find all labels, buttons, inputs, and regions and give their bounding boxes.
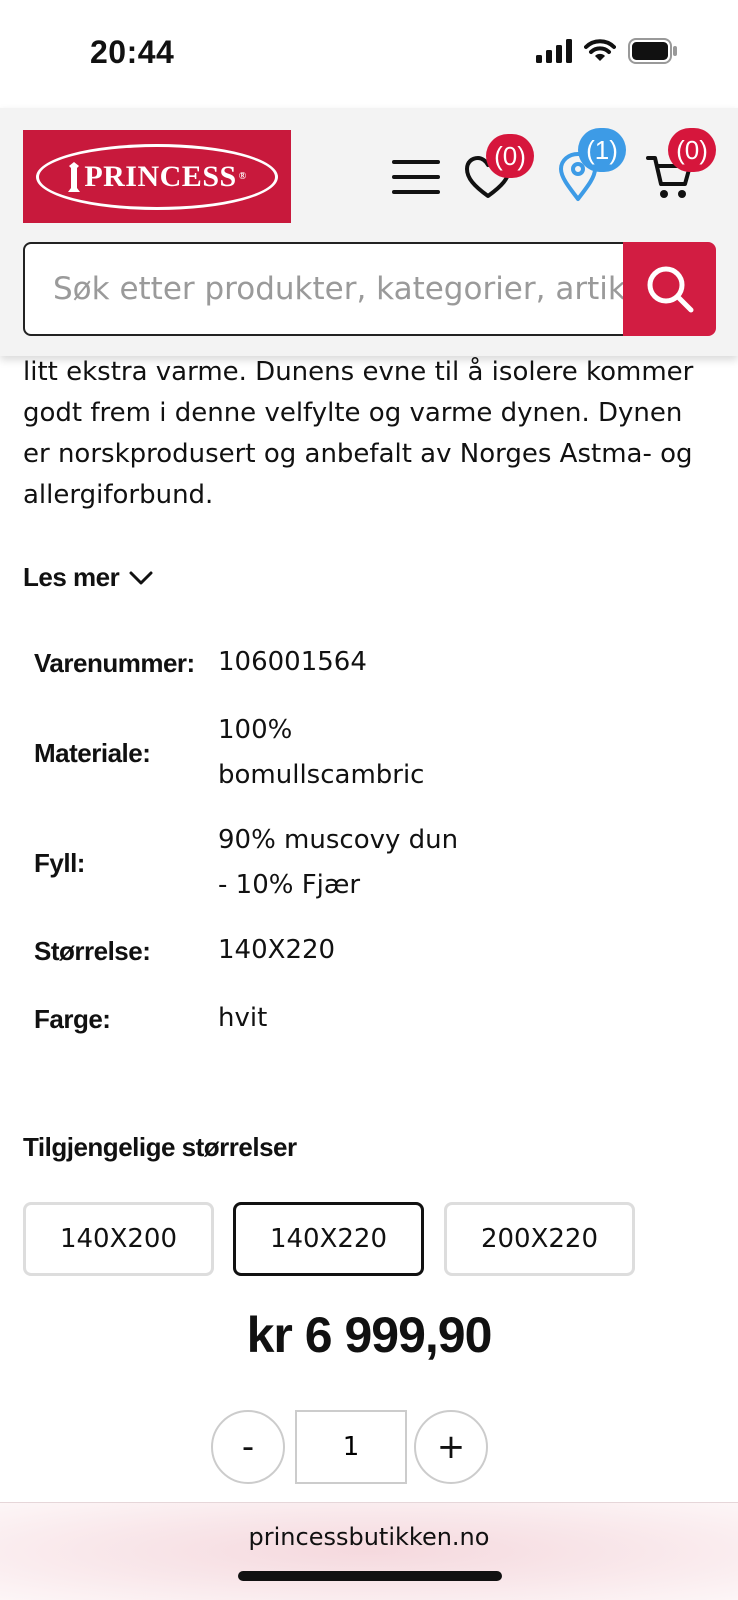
wishlist-count-badge: (0) <box>486 134 534 178</box>
product-description: litt ekstra varme. Dunens evne til å isolere kommer godt frem i denne velfylte og varme dynen. Dynen er norskprodusert og anbefalt av Norges Astma- og allergiforbund. <box>23 357 694 510</box>
spec-label: Materiale: <box>34 738 151 768</box>
url-text: princessbutikken.no <box>248 1523 490 1551</box>
spec-label: Størrelse: <box>34 936 151 966</box>
stores-button[interactable] <box>558 134 618 207</box>
spec-label: Varenummer: <box>34 648 195 678</box>
spec-label: Farge: <box>34 1004 111 1034</box>
battery-icon <box>628 38 678 64</box>
search-button[interactable] <box>623 242 716 336</box>
spec-value: 100% bomullscambric <box>218 715 425 790</box>
menu-icon[interactable] <box>392 160 440 196</box>
logo-text: PRINCESS <box>84 159 237 193</box>
read-more-label: Les mer <box>23 562 120 592</box>
spec-value: 106001564 <box>218 647 367 677</box>
spec-label: Fyll: <box>34 848 85 878</box>
status-bar <box>0 0 738 108</box>
read-more-toggle[interactable] <box>23 562 153 593</box>
cart-button[interactable] <box>646 134 708 205</box>
product-price: kr 6 999,90 <box>246 1307 492 1363</box>
status-icons <box>536 38 678 64</box>
spec-value: 140X220 <box>218 935 336 965</box>
spec-value: hvit <box>218 1003 268 1033</box>
quantity-input[interactable] <box>295 1410 407 1484</box>
quantity-increase-button[interactable]: + <box>414 1410 488 1484</box>
status-time: 20:44 <box>90 34 175 70</box>
search-icon <box>644 263 696 315</box>
logo-oval <box>36 144 278 210</box>
size-option-140x220[interactable]: 140X220 <box>233 1202 424 1276</box>
wishlist-button[interactable] <box>464 140 526 205</box>
logo-registered: ® <box>238 171 247 182</box>
available-sizes-title: Tilgjengelige størrelser <box>23 1132 297 1162</box>
site-header <box>0 108 738 356</box>
princess-logo[interactable] <box>23 130 291 223</box>
crown-pillar-icon <box>67 162 81 192</box>
stores-count-badge: (1) <box>578 128 626 172</box>
browser-address-bar[interactable] <box>0 1502 738 1600</box>
search-bar <box>23 242 716 336</box>
signal-icon <box>536 39 572 63</box>
home-indicator[interactable] <box>238 1571 502 1581</box>
chevron-down-icon <box>129 570 153 586</box>
quantity-decrease-button[interactable]: - <box>211 1410 285 1484</box>
spec-value: 90% muscovy dun - 10% Fjær <box>218 825 459 900</box>
search-input[interactable] <box>23 242 625 336</box>
size-option-140x200[interactable]: 140X200 <box>23 1202 214 1276</box>
wifi-icon <box>584 39 616 63</box>
size-option-200x220[interactable]: 200X220 <box>444 1202 635 1276</box>
cart-count-badge: (0) <box>668 128 716 172</box>
